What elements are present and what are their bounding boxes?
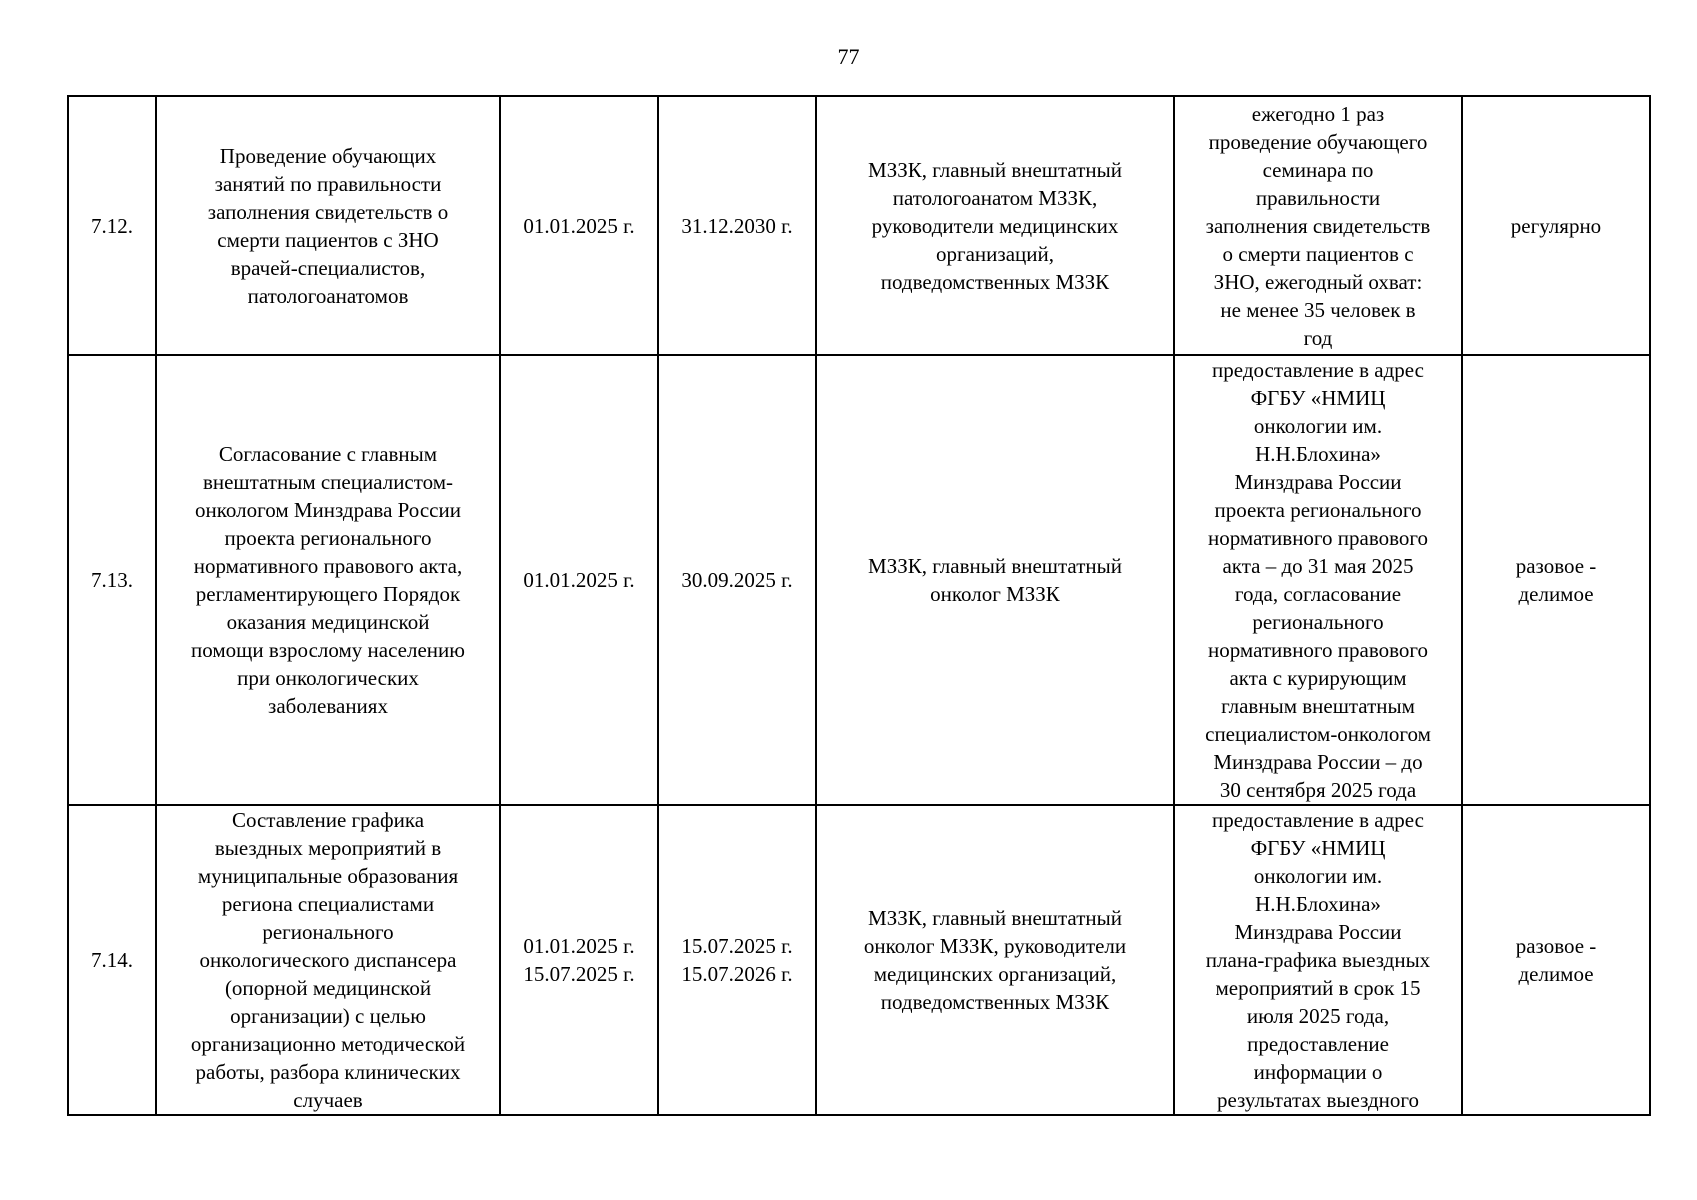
type-text: разовое - делимое xyxy=(1515,554,1597,606)
end-date-cell xyxy=(658,355,816,805)
type-cell xyxy=(1462,96,1650,355)
end-date: 31.12.2030 г. xyxy=(681,213,793,238)
responsible-text: МЗЗК, главный внештатный патологоанатом МЗЗК, руководители медицинских организаций, подведомственных МЗЗК xyxy=(868,157,1122,294)
result-cell xyxy=(1174,96,1462,355)
start-date-cell xyxy=(500,355,658,805)
table-row xyxy=(68,96,1650,355)
start-date-cell xyxy=(500,96,658,355)
start-date-cell xyxy=(500,805,658,1115)
responsible-cell xyxy=(816,96,1174,355)
result-text: предоставление в адрес ФГБУ «НМИЦ онкологии им. Н.Н.Блохина» Минздрава России плана-графика выездных мероприятий в срок 15 июля 2025 года, предоставление информации о результатах выездного xyxy=(1205,808,1431,1112)
start-date: 01.01.2025 г. xyxy=(523,568,635,592)
responsible-cell xyxy=(816,805,1174,1115)
result-text: ежегодно 1 раз проведение обучающего семинара по правильности заполнения свидетельств о смерти пациентов с ЗНО, ежегодный охват: не менее 35 человек в год xyxy=(1205,101,1431,350)
plan-table xyxy=(67,95,1651,1116)
item-number-cell xyxy=(68,355,156,805)
responsible-cell xyxy=(816,355,1174,805)
start-date: 01.01.2025 г. 15.07.2025 г. xyxy=(523,934,635,986)
result-text: предоставление в адрес ФГБУ «НМИЦ онкологии им. Н.Н.Блохина» Минздрава России проекта регионального нормативного правового акта – до 31 мая 2025 года, согласование регионального нормативного правового акта с курирующим главным внештатным специалистом-онкологом Минздрава России – до 30 сентября 2025 года xyxy=(1205,358,1431,802)
event-text: Составление графика выездных мероприятий в муниципальные образования региона специалистами регионального онкологического диспансера (опорной медицинской организации) с целью организационно методической работы, разбора клинических случаев xyxy=(190,808,466,1112)
end-date: 30.09.2025 г. xyxy=(681,568,793,592)
event-text: Согласование с главным внештатным специалистом- онкологом Минздрава России проекта регионального нормативного правового акта, регламентирующего Порядок оказания медицинской помощи взрослому населению при онкологических заболеваниях xyxy=(191,442,465,718)
event-cell xyxy=(156,805,500,1115)
result-cell xyxy=(1174,355,1462,805)
item-number: 7.13. xyxy=(91,568,133,592)
table-row xyxy=(68,805,1650,1115)
type-text: регулярно xyxy=(1510,213,1602,238)
page-number: 77 xyxy=(837,44,860,69)
item-number: 7.12. xyxy=(91,213,133,238)
start-date: 01.01.2025 г. xyxy=(523,213,635,238)
event-cell xyxy=(156,96,500,355)
end-date: 15.07.2025 г. 15.07.2026 г. xyxy=(681,934,793,986)
item-number: 7.14. xyxy=(91,948,133,972)
event-cell xyxy=(156,355,500,805)
end-date-cell xyxy=(658,96,816,355)
type-text: разовое - делимое xyxy=(1515,934,1597,986)
event-text: Проведение обучающих занятий по правильности заполнения свидетельств о смерти пациентов с ЗНО врачей-специалистов, патологоанатомов xyxy=(207,143,449,308)
end-date-cell xyxy=(658,805,816,1115)
type-cell xyxy=(1462,805,1650,1115)
result-cell xyxy=(1174,805,1462,1115)
table-row xyxy=(68,355,1650,805)
type-cell xyxy=(1462,355,1650,805)
responsible-text: МЗЗК, главный внештатный онколог МЗЗК, руководители медицинских организаций, подведомственных МЗЗК xyxy=(863,906,1127,1014)
item-number-cell xyxy=(68,805,156,1115)
responsible-text: МЗЗК, главный внештатный онколог МЗЗК xyxy=(868,554,1122,606)
item-number-cell xyxy=(68,96,156,355)
